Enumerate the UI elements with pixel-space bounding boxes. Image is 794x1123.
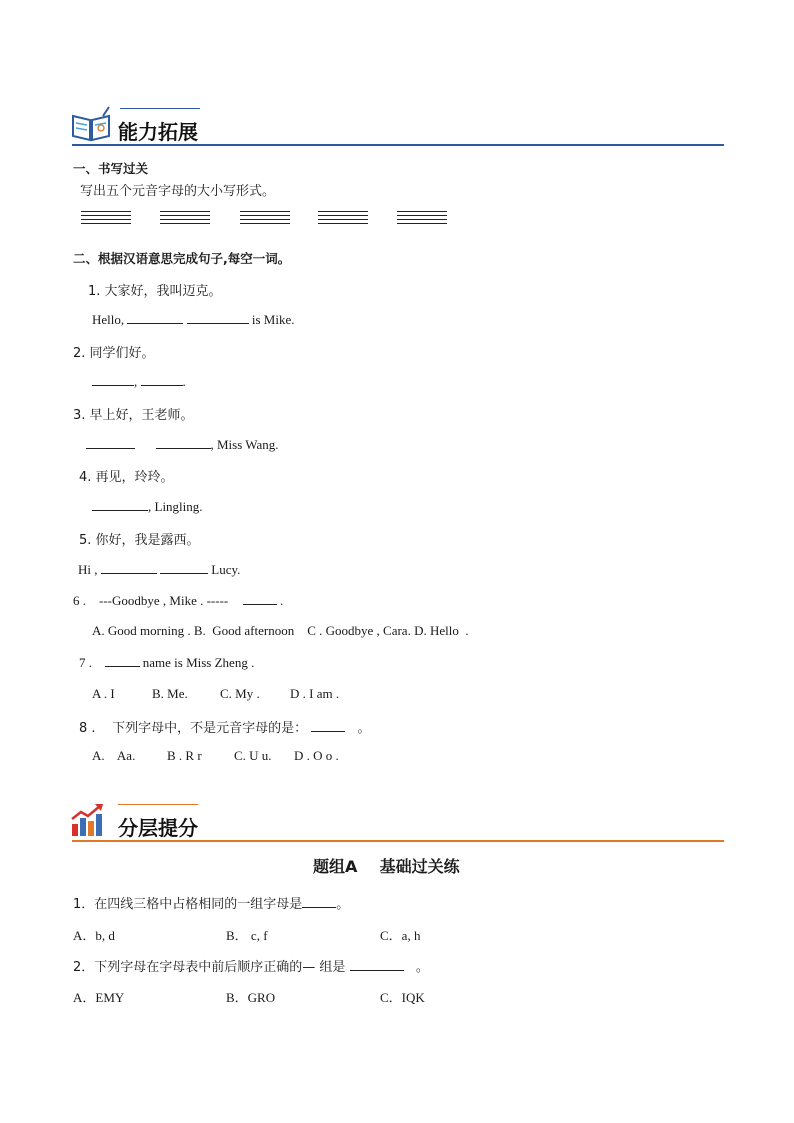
q2-chinese: 2. 同学们好。 <box>73 346 155 361</box>
writing-grid[interactable] <box>397 211 447 227</box>
ga-q2-option-c[interactable]: C．IQK <box>380 990 425 1005</box>
q8-stem: 8 . 下列字母中，不是元音字母的是： 。 <box>79 721 371 736</box>
q7-option-b[interactable]: B. Me. <box>152 686 188 701</box>
ga-q2-stem: 2．下列字母在字母表中前后顺序正确的— 组是 。 <box>73 960 429 975</box>
answer-blank[interactable] <box>92 373 134 386</box>
q6-options: A. Good morning . B. Good afternoon C . Goodbye , Cara. D. Hello . <box>92 623 469 638</box>
answer-blank[interactable] <box>86 436 135 449</box>
answer-blank[interactable] <box>302 895 336 908</box>
open-book-icon <box>70 106 112 146</box>
q8-option-d[interactable]: D . O o . <box>294 748 339 763</box>
answer-blank[interactable] <box>311 719 345 732</box>
writing-grid[interactable] <box>240 211 290 227</box>
group-a-title: 题组A 基础过关练 <box>313 857 460 876</box>
part2-heading: 二、根据汉语意思完成句子,每空一词。 <box>73 251 291 266</box>
q6-stem: 6 . ---Goodbye , Mike . ----- . <box>73 593 284 608</box>
q7-stem: 7 . name is Miss Zheng . <box>79 655 255 670</box>
ga-q1-option-a[interactable]: A．b, d <box>73 928 115 943</box>
q1-english: Hello, is Mike. <box>92 312 295 327</box>
q5-chinese: 5. 你好，我是露西。 <box>79 533 200 548</box>
writing-grid[interactable] <box>318 211 368 227</box>
answer-blank[interactable] <box>92 498 148 511</box>
q7-option-d[interactable]: D . I am . <box>290 686 340 701</box>
q4-chinese: 4. 再见，玲玲。 <box>79 470 174 485</box>
answer-blank[interactable] <box>187 311 249 324</box>
q1-chinese: 1. 大家好，我叫迈克。 <box>88 284 222 299</box>
answer-blank[interactable] <box>350 958 404 971</box>
ga-q1-option-c[interactable]: C．a, h <box>380 928 421 943</box>
bar-chart-up-icon <box>70 802 108 842</box>
part1-heading: 一、书写过关 <box>73 161 149 176</box>
title-overline <box>120 108 200 109</box>
part1-instruction: 写出五个元音字母的大小写形式。 <box>80 184 276 199</box>
answer-blank[interactable] <box>105 654 140 667</box>
q7-option-a[interactable]: A . I <box>92 686 115 701</box>
writing-grid[interactable] <box>81 211 131 227</box>
section-rule <box>72 144 724 146</box>
section-header-levels <box>70 800 724 844</box>
section-title: 分层提分 <box>118 816 198 840</box>
writing-grid[interactable] <box>160 211 210 227</box>
section-header-ability <box>70 104 724 148</box>
ga-q2-option-a[interactable]: A．EMY <box>73 990 125 1005</box>
q3-chinese: 3. 早上好，王老师。 <box>73 408 194 423</box>
ga-q2-option-b[interactable]: B．GRO <box>226 990 276 1005</box>
q3-english: , Miss Wang. <box>86 436 279 453</box>
q7-option-c[interactable]: C. My . <box>220 686 260 701</box>
section-title: 能力拓展 <box>118 120 198 144</box>
ga-q1-option-b[interactable]: B． c, f <box>226 928 268 943</box>
q8-option-c[interactable]: C. U u. <box>234 748 272 763</box>
answer-blank[interactable] <box>156 436 211 449</box>
title-overline <box>118 804 198 805</box>
answer-blank[interactable] <box>127 311 183 324</box>
q8-option-b[interactable]: B . R r <box>167 748 202 763</box>
q2-english: , . <box>92 373 186 390</box>
answer-blank[interactable] <box>243 592 277 605</box>
ga-q1-stem: 1．在四线三格中占格相同的一组字母是 。 <box>73 897 350 912</box>
answer-blank[interactable] <box>141 373 183 386</box>
answer-blank[interactable] <box>160 561 208 574</box>
q5-english: Hi , Lucy. <box>78 562 241 577</box>
q4-english: , Lingling. <box>92 498 203 515</box>
answer-blank[interactable] <box>101 561 157 574</box>
section-rule <box>72 840 724 842</box>
q8-option-a[interactable]: A. Aa. <box>92 748 136 763</box>
